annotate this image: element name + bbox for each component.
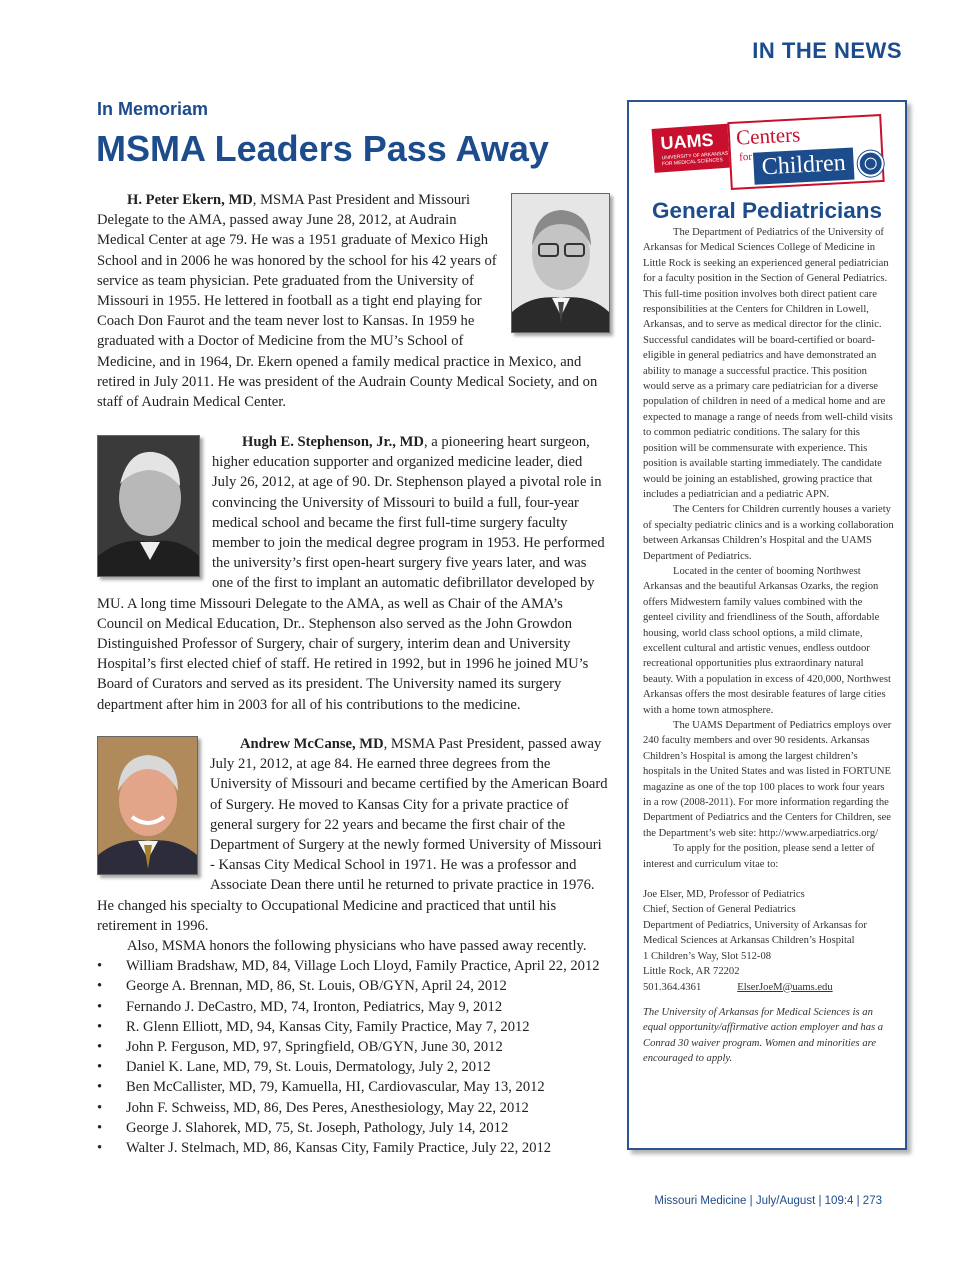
others-section [97,936,617,1158]
portrait-icon [512,194,609,332]
article-kicker: In Memoriam [97,99,209,119]
ekern-name: H. Peter Ekern, MD [127,192,253,208]
list-item: • John P. Ferguson, MD, 97, Springfield, OB/GYN, June 30, 2012 [97,1037,617,1057]
obituary-stephenson [97,432,610,715]
uams-logo-subtext: UNIVERSITY OF ARKANSAS FOR MEDICAL SCIENCES [661,150,729,168]
contact-title: Chief, Section of General Pediatrics [643,904,796,916]
stephenson-text: , a pioneering heart surgeon, higher education supporter and organized medicine leader, died July 26, 2012, at age of 90. Dr. Stephenson played a pivotal role in convincing the University of Missouri to build a full, four-year medical school and became the first full-time surgery faculty member to join the medical degree program in 1953. He performed the university’s first open-heart surgery five years later, and was one of the first to implant an automatic defibrillator developed by MU. A long time Missouri Delegate to the AMA, as well as Chair of the AMA’s Council on Medical Education, Dr.. Stephenson also served as the John Growdon Distinguished Professor of Surgery, chair of surgery, interim dean and University Hospital’s first elected chief of staff. He retired in 1992, but in 1996 he joined MU’s Board of Curators and served as its president. The University named its surgery department after him in 2003 for all of his contributions to the medicine. [97,434,605,713]
logo-for-text: for [738,150,753,164]
others-intro: Also, MSMA honors the following physicians who have passed away recently. [127,938,587,954]
uams-centers-logo [651,116,883,190]
ad-paragraph: Located in the center of booming Northwest Arkansas and the beautiful Arkansas Ozarks, the region offers Midwestern family values combined with the genteel civility and friendliness of the South, affordable housing, world class school options, a mild climate, excellent cultural and artistic venues, endless outdoor recreational opportunities plus extraordinary natural beauty. With a population in excess of 420,000, Northwest Arkansas offers the most desirable features of large cities with a home town atmosphere. [643,565,891,716]
obituary-ekern [97,190,610,412]
ekern-photo [511,193,610,333]
contact-street: 1 Children’s Way, Slot 512-08 [643,950,772,962]
ad-paragraph: To apply for the position, please send a letter of interest and curriculum vitae to: [643,843,875,870]
obituary-mccanse [97,734,610,936]
ad-body [643,225,895,1067]
list-item: • George J. Slahorek, MD, 75, St. Joseph, Pathology, July 14, 2012 [97,1118,617,1138]
ad-paragraph: The Centers for Children currently houses a variety of specialty pediatric clinics and is a working collaboration between Arkansas Children’s Hospital and the UAMS Department of Pediatrics. [643,504,894,562]
section-label: IN THE NEWS [752,38,902,63]
contact-department: Department of Pediatrics, University of Arkansas for Medical Sciences at Arkansas Children’s Hospital [643,919,867,947]
portrait-icon [98,436,199,576]
contact-name: Joe Elser, MD, Professor of Pediatrics [643,889,805,901]
list-item: • Daniel K. Lane, MD, 79, St. Louis, Dermatology, July 2, 2012 [97,1057,617,1077]
list-item: • Fernando J. DeCastro, MD, 74, Ironton, Pediatrics, May 9, 2012 [97,997,617,1017]
contact-phone: 501.364.4361 [643,981,702,993]
mccanse-name: Andrew McCanse, MD [240,736,384,752]
others-list [97,956,617,1158]
job-ad-sidebar [627,100,907,1150]
contact-email-link[interactable]: ElserJoeM@uams.edu [737,981,833,993]
mccanse-photo [97,736,198,875]
article-title: MSMA Leaders Pass Away [96,128,549,169]
list-item: • George A. Brennan, MD, 86, St. Louis, OB/GYN, April 24, 2012 [97,976,617,996]
portrait-icon [98,737,197,874]
page-footer: Missouri Medicine | July/August | 109:4 | 273 [654,1195,882,1207]
centers-logo-mark [727,114,884,190]
stephenson-name: Hugh E. Stephenson, Jr., MD [242,434,424,450]
uams-logo-text: UAMS [659,129,715,154]
ad-paragraph: The Department of Pediatrics of the University of Arkansas for Medical Sciences College of Medicine in Little Rock is seeking an experienced general pediatrician for a faculty position in the Section of General Pediatrics. This full-time position involves both direct patient care responsibilities at the Centers for Children in Lowell, Arkansas, and to serve as medical director for the clinic. Successful candidates will be board-certified or board-eligible in general pediatrics and have demonstrated an ability to manage a successful practice. This position would serve as a primary care pediatrician for a diverse population of children in need of a medical home and are expected to manage a range of needs from well-child visits to common pediatric conditions. The salary for this position will be commensurate with experience. This position is available starting immediately. The candidate would be joining an established, growing practice that includes a pediatrician and a pediatric APN. [643,227,893,500]
ekern-text: , MSMA Past President and Missouri Delegate to the AMA, passed away June 28, 2012, at Audrain Medical Center at age 79. He was a 1951 graduate of Mexico High School and in 2006 he was honored by the school for his 42 years of service as team physician. Pete graduated from the University of Missouri in 1955. He lettered in football as a tight end playing for Coach Don Faurot and the team never lost to Kansas. In 1959 he graduated with a Doctor of Medicine from the MU’s School of Medicine, and in 1964, Dr. Ekern opened a family medical practice in Mexico, and retired in July 2011. He was president of the Audrain County Medical Society, and on staff of Audrain Medical Center. [97,192,598,411]
seal-icon [857,150,884,177]
logo-centers-text: Centers [735,122,801,150]
list-item: • William Bradshaw, MD, 84, Village Loch Lloyd, Family Practice, April 22, 2012 [97,956,617,976]
ad-title: General Pediatricians [651,198,883,223]
mccanse-text: , MSMA Past President, passed away July 21, 2012, at age 84. He earned three degrees from the University of Missouri and became certified by the American Board of Surgery. He moved to Kansas City for a private practice of general surgery for 22 years and became the first chair of the Department of Surgery at the newly formed University of Missouri - Kansas City Medical School in 1971. He was a professor and Associate Dean there until he returned to private practice in 1976. He changed his specialty to Occupational Medicine and practiced that until his retirement in 1996. [97,736,608,934]
list-item: • John F. Schweiss, MD, 86, Des Peres, Anesthesiology, May 22, 2012 [97,1098,617,1118]
list-item: • Walter J. Stelmach, MD, 86, Kansas City, Family Practice, July 22, 2012 [97,1138,617,1158]
contact-city: Little Rock, AR 72202 [643,966,740,978]
uams-logo-mark [652,123,739,173]
stephenson-photo [97,435,200,577]
logo-children-text: Children [753,148,855,185]
ad-paragraph: The UAMS Department of Pediatrics employs over 240 faculty members and over 90 residents. Arkansas Children’s Hospital is among the largest children’s hospitals in the United States and was listed in FORTUNE magazine as one of the top 100 places to work four years in a row (2008-2011). For more information regarding the Department of Pediatrics and the Centers for Children, see the Department’s web site: http://www.arpediatrics.org/ [643,720,892,839]
list-item: • Ben McCallister, MD, 79, Kamuella, HI, Cardiovascular, May 13, 2012 [97,1077,617,1097]
eoe-statement: The University of Arkansas for Medical Sciences is an equal opportunity/affirmative action employer and has a Conrad 30 waiver program. Women and minorities are encouraged to apply. [643,1006,884,1065]
list-item: • R. Glenn Elliott, MD, 94, Kansas City, Family Practice, May 7, 2012 [97,1017,617,1037]
